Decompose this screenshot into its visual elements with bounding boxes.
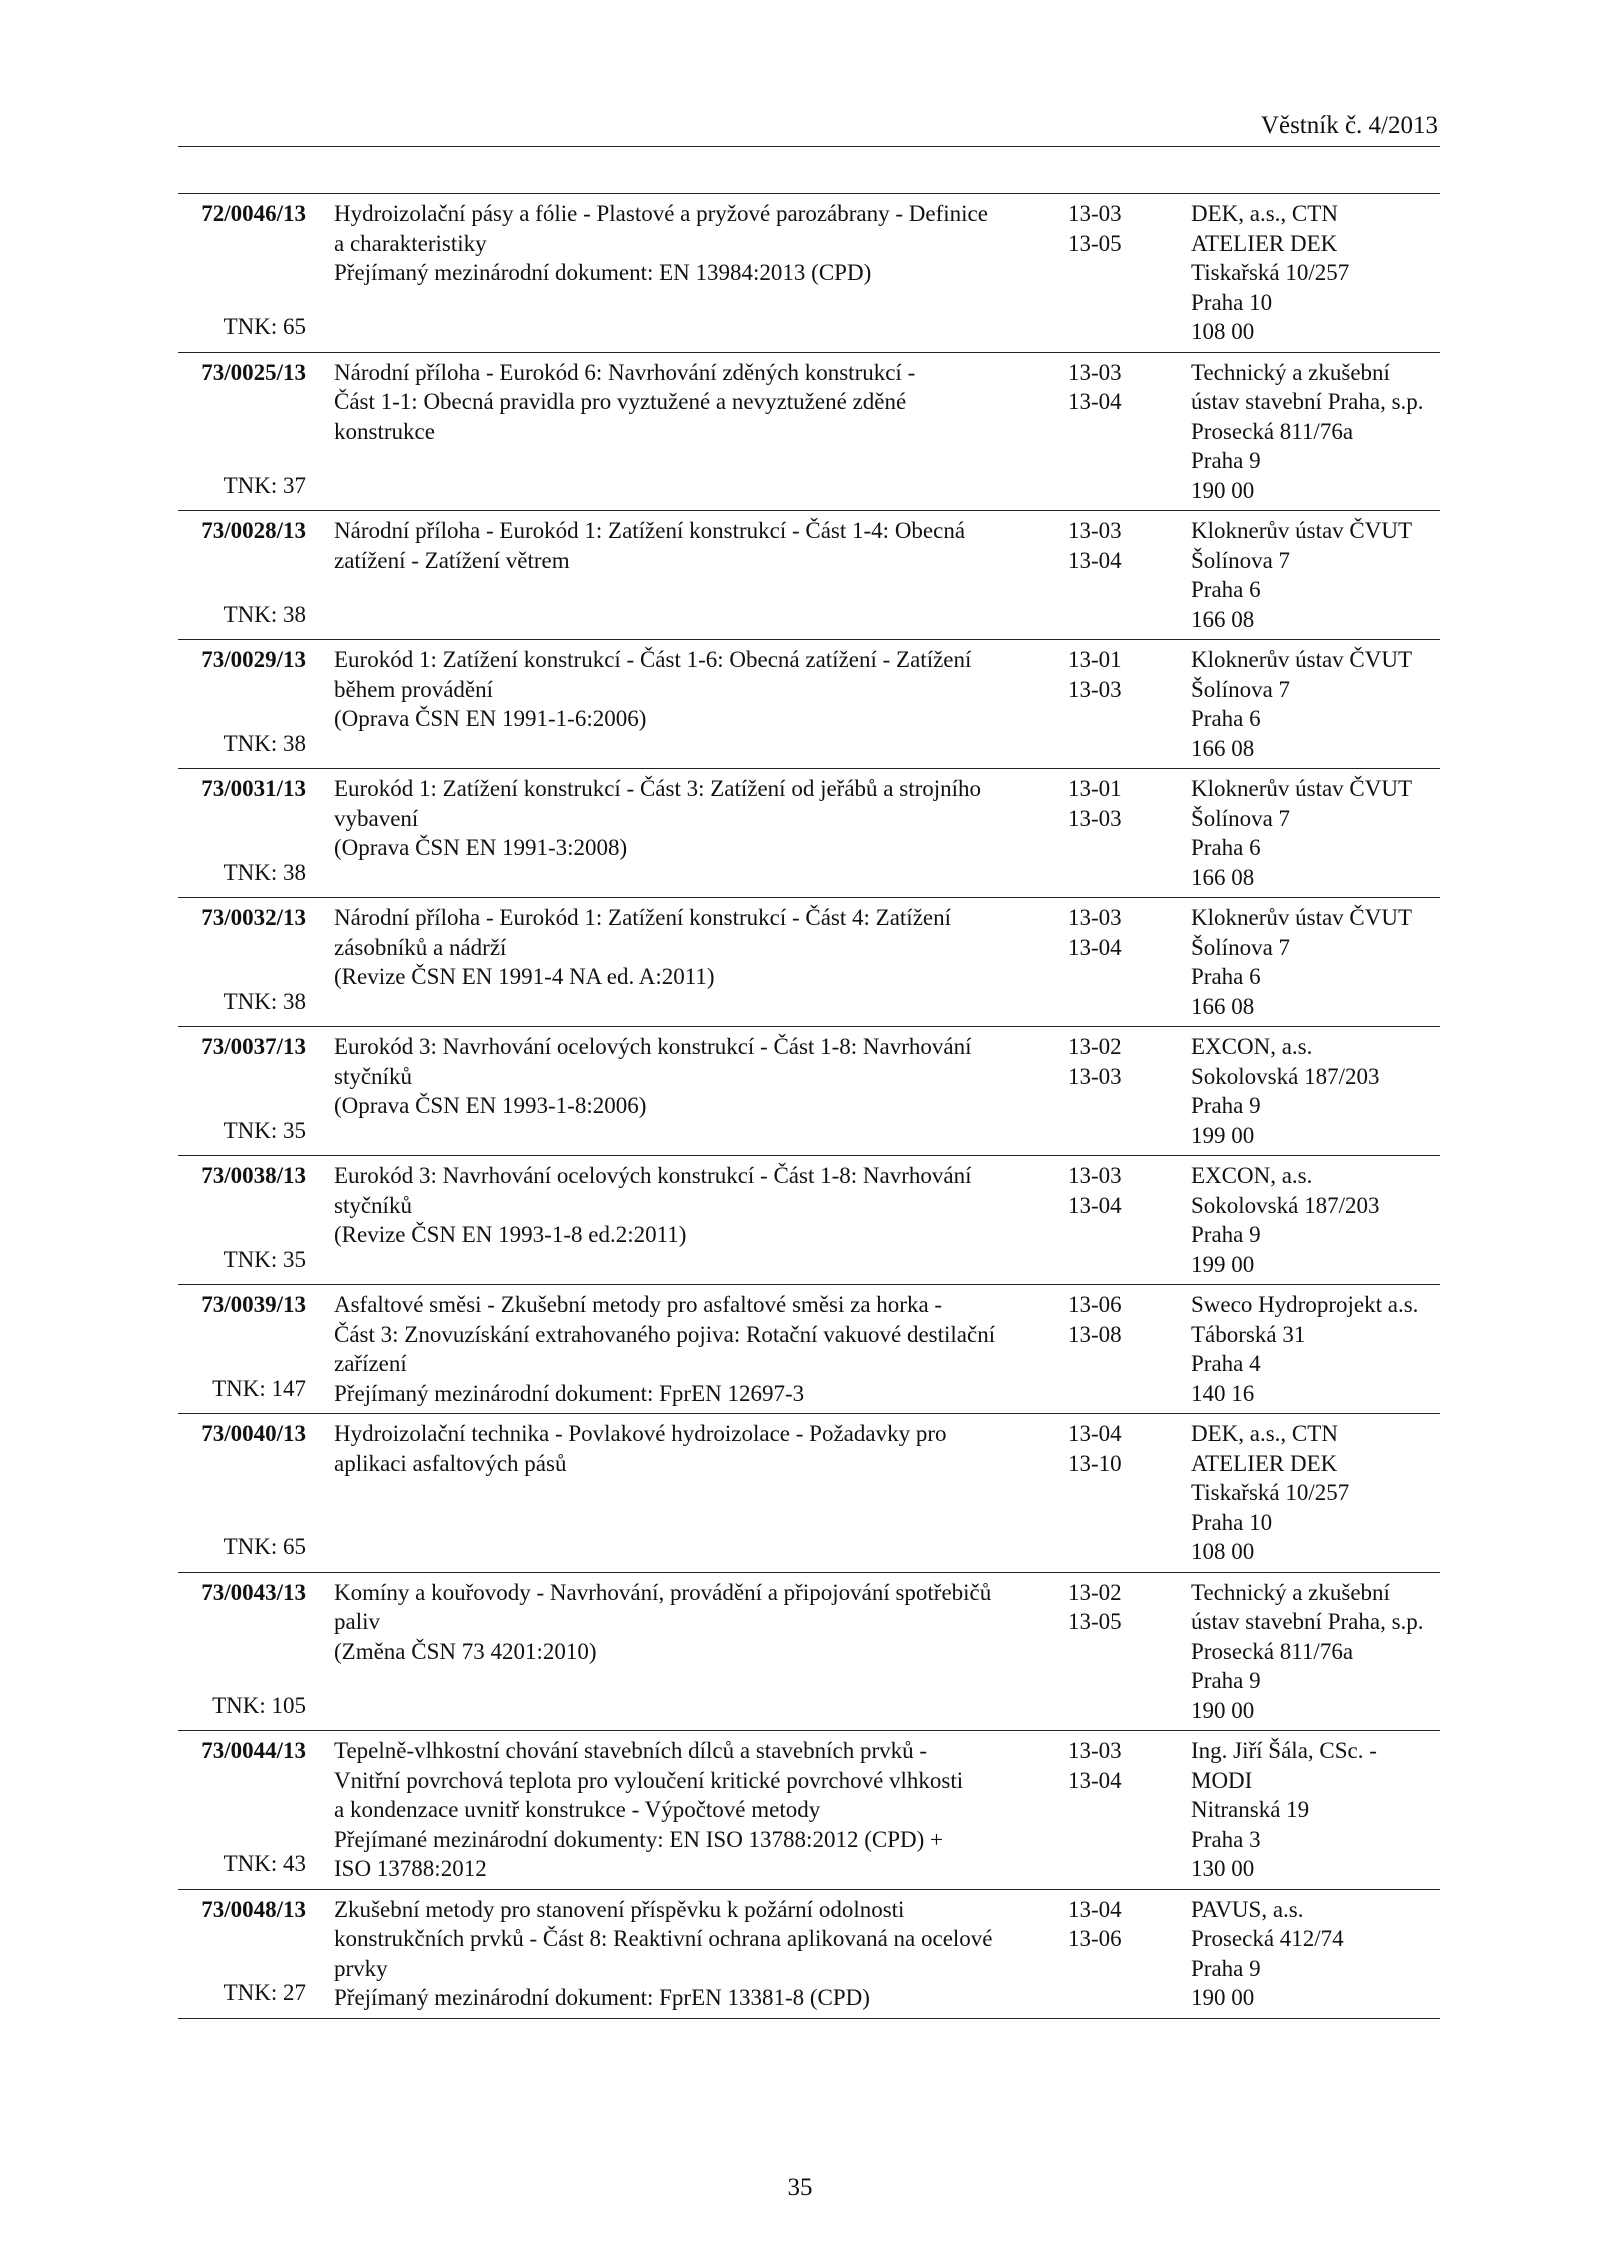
address-cell bbox=[1191, 358, 1441, 506]
table-row bbox=[178, 898, 1440, 1027]
address-line: Šolínova 7 bbox=[1191, 676, 1291, 702]
address-line: Kloknerův ústav ČVUT bbox=[1191, 518, 1413, 543]
address-line: 166 08 bbox=[1191, 993, 1255, 1019]
ics-code: 13-02 bbox=[1068, 1034, 1122, 1059]
address-line: 190 00 bbox=[1191, 1697, 1255, 1723]
address-line: Prosecká 811/76a bbox=[1191, 418, 1354, 444]
standard-number: 72/0046/13 bbox=[201, 201, 306, 226]
title-line: paliv bbox=[334, 1609, 380, 1634]
ics-code: 13-03 bbox=[1068, 905, 1122, 930]
title-line: prvky bbox=[334, 1955, 388, 1981]
address-line: Šolínova 7 bbox=[1191, 934, 1291, 960]
standard-number: 73/0039/13 bbox=[201, 1292, 306, 1317]
address-line: 130 00 bbox=[1191, 1856, 1255, 1881]
address-line: Technický a zkušební bbox=[1191, 1579, 1390, 1605]
standard-id-cell bbox=[178, 903, 306, 1021]
address-line: Prosecká 811/76a bbox=[1191, 1638, 1354, 1664]
address-line: DEK, a.s., CTN bbox=[1191, 201, 1338, 226]
title-line: ISO 13788:2012 bbox=[334, 1856, 487, 1881]
standard-id-cell bbox=[178, 774, 306, 892]
ics-code: 13-04 bbox=[1068, 1421, 1122, 1446]
table-row bbox=[178, 1890, 1440, 2019]
tnk-label: TNK: 105 bbox=[212, 1692, 306, 1718]
table-row bbox=[178, 640, 1440, 769]
address-line: Šolínova 7 bbox=[1191, 805, 1291, 831]
address-line: Praha 9 bbox=[1191, 1222, 1261, 1247]
address-line: Kloknerův ústav ČVUT bbox=[1191, 647, 1413, 672]
standard-number: 73/0032/13 bbox=[201, 905, 306, 930]
standard-number: 73/0031/13 bbox=[201, 776, 306, 801]
address-line: Praha 9 bbox=[1191, 1668, 1261, 1693]
address-cell bbox=[1191, 774, 1441, 892]
table-row bbox=[178, 353, 1440, 512]
page-header bbox=[178, 112, 1440, 147]
title-line: Část 1-1: Obecná pravidla pro vyztužené a nevyztužené zděné bbox=[334, 389, 907, 414]
ics-code: 13-04 bbox=[1068, 389, 1122, 414]
ics-code: 13-03 bbox=[1068, 1738, 1122, 1763]
ics-code: 13-03 bbox=[1068, 676, 1122, 702]
address-cell bbox=[1191, 1290, 1441, 1408]
title-line: (Revize ČSN EN 1991-4 NA ed. A:2011) bbox=[334, 964, 715, 989]
title-line: Eurokód 1: Zatížení konstrukcí - Část 1-6: Obecná zatížení - Zatížení bbox=[334, 647, 972, 672]
ics-cell bbox=[1068, 1578, 1158, 1637]
address-line: Praha 9 bbox=[1191, 448, 1261, 473]
ics-code: 13-10 bbox=[1068, 1450, 1122, 1476]
address-cell bbox=[1191, 199, 1441, 347]
table-row bbox=[178, 1156, 1440, 1285]
title-line: Komíny a kouřovody - Navrhování, provádění a připojování spotřebičů bbox=[334, 1579, 992, 1605]
address-line: Praha 9 bbox=[1191, 1093, 1261, 1118]
title-line: Eurokód 3: Navrhování ocelových konstrukcí - Část 1-8: Navrhování bbox=[334, 1034, 972, 1059]
ics-code: 13-03 bbox=[1068, 518, 1122, 543]
ics-code: 13-01 bbox=[1068, 776, 1122, 801]
address-cell bbox=[1191, 1895, 1441, 2013]
title-line: Přejímaný mezinárodní dokument: EN 13984:2013 (CPD) bbox=[334, 260, 872, 285]
page-number: 35 bbox=[787, 2174, 813, 2201]
address-line: MODI bbox=[1191, 1767, 1253, 1793]
address-line: 108 00 bbox=[1191, 1539, 1255, 1564]
ics-code: 13-04 bbox=[1068, 934, 1122, 960]
title-line: konstrukčních prvků - Část 8: Reaktivní ochrana aplikovaná na ocelové bbox=[334, 1926, 993, 1951]
title-line: (Změna ČSN 73 4201:2010) bbox=[334, 1638, 597, 1664]
address-line: 140 16 bbox=[1191, 1380, 1255, 1406]
address-line: Praha 9 bbox=[1191, 1955, 1261, 1981]
ics-cell bbox=[1068, 903, 1158, 962]
standard-number: 73/0040/13 bbox=[201, 1421, 306, 1446]
standard-id-cell bbox=[178, 199, 306, 347]
tnk-label: TNK: 38 bbox=[223, 730, 306, 756]
address-line: 199 00 bbox=[1191, 1122, 1255, 1148]
ics-code: 13-03 bbox=[1068, 201, 1122, 226]
title-line: Přejímaný mezinárodní dokument: FprEN 13381-8 (CPD) bbox=[334, 1985, 870, 2010]
standard-number: 73/0025/13 bbox=[201, 359, 306, 385]
address-line: Kloknerův ústav ČVUT bbox=[1191, 776, 1413, 801]
title-line: Hydroizolační technika - Povlakové hydroizolace - Požadavky pro bbox=[334, 1421, 947, 1446]
table-row bbox=[178, 1027, 1440, 1156]
table-row bbox=[178, 1573, 1440, 1732]
ics-cell bbox=[1068, 774, 1158, 833]
standard-id-cell bbox=[178, 1578, 306, 1726]
address-line: Sweco Hydroprojekt a.s. bbox=[1191, 1292, 1419, 1317]
address-line: Sokolovská 187/203 bbox=[1191, 1063, 1380, 1089]
tnk-label: TNK: 38 bbox=[223, 601, 306, 627]
title-line: Asfaltové směsi - Zkušební metody pro asfaltové směsi za horka - bbox=[334, 1292, 943, 1317]
address-line: Praha 6 bbox=[1191, 964, 1261, 989]
title-line: aplikaci asfaltových pásů bbox=[334, 1450, 567, 1476]
ics-code: 13-03 bbox=[1068, 805, 1122, 831]
address-line: ústav stavební Praha, s.p. bbox=[1191, 389, 1424, 414]
address-line: Táborská 31 bbox=[1191, 1321, 1306, 1347]
address-line: Ing. Jiří Šála, CSc. - bbox=[1191, 1738, 1377, 1763]
address-line: 108 00 bbox=[1191, 319, 1255, 344]
standard-id-cell bbox=[178, 1032, 306, 1150]
address-line: Šolínova 7 bbox=[1191, 547, 1291, 573]
title-line: Vnitřní povrchová teplota pro vyloučení kritické povrchové vlhkosti bbox=[334, 1767, 964, 1793]
title-line: (Oprava ČSN EN 1991-1-6:2006) bbox=[334, 706, 647, 731]
address-line: Praha 10 bbox=[1191, 289, 1273, 315]
standard-id-cell bbox=[178, 1419, 306, 1567]
standard-id-cell bbox=[178, 645, 306, 763]
address-line: Praha 6 bbox=[1191, 577, 1261, 602]
ics-cell bbox=[1068, 1032, 1158, 1091]
table-row bbox=[178, 511, 1440, 640]
title-line: během provádění bbox=[334, 676, 494, 702]
address-cell bbox=[1191, 1419, 1441, 1567]
title-line: Eurokód 1: Zatížení konstrukcí - Část 3: Zatížení od jeřábů a strojního bbox=[334, 776, 982, 801]
table-row bbox=[178, 1414, 1440, 1573]
title-line: Část 3: Znovuzískání extrahovaného pojiva: Rotační vakuové destilační bbox=[334, 1321, 996, 1347]
address-line: ATELIER DEK bbox=[1191, 1450, 1338, 1476]
address-line: 166 08 bbox=[1191, 735, 1255, 761]
bulletin-title: Věstník č. 4/2013 bbox=[1260, 112, 1438, 139]
address-line: Sokolovská 187/203 bbox=[1191, 1192, 1380, 1218]
address-line: ústav stavební Praha, s.p. bbox=[1191, 1609, 1424, 1634]
ics-cell bbox=[1068, 358, 1158, 417]
title-line: (Oprava ČSN EN 1993-1-8:2006) bbox=[334, 1093, 647, 1118]
ics-cell bbox=[1068, 1736, 1158, 1795]
title-line: (Revize ČSN EN 1993-1-8 ed.2:2011) bbox=[334, 1222, 687, 1247]
address-cell bbox=[1191, 1032, 1441, 1150]
standard-number: 73/0038/13 bbox=[201, 1163, 306, 1188]
ics-cell bbox=[1068, 645, 1158, 704]
ics-code: 13-05 bbox=[1068, 1609, 1122, 1634]
address-line: 166 08 bbox=[1191, 606, 1255, 632]
standard-number: 73/0029/13 bbox=[201, 647, 306, 672]
ics-code: 13-04 bbox=[1068, 547, 1122, 573]
ics-code: 13-01 bbox=[1068, 647, 1122, 672]
title-line: zařízení bbox=[334, 1351, 407, 1376]
title-line: a kondenzace uvnitř konstrukce - Výpočtové metody bbox=[334, 1797, 821, 1822]
tnk-label: TNK: 27 bbox=[223, 1980, 306, 2005]
table-row bbox=[178, 194, 1440, 353]
tnk-label: TNK: 35 bbox=[223, 1117, 306, 1143]
title-line: Národní příloha - Eurokód 1: Zatížení konstrukcí - Část 1-4: Obecná bbox=[334, 518, 966, 543]
title-line: konstrukce bbox=[334, 418, 435, 444]
tnk-label: TNK: 65 bbox=[223, 1534, 306, 1559]
standard-number: 73/0028/13 bbox=[201, 518, 306, 543]
standard-number: 73/0043/13 bbox=[201, 1579, 306, 1605]
ics-code: 13-03 bbox=[1068, 1163, 1122, 1188]
standards-table bbox=[178, 193, 1440, 2019]
ics-code: 13-03 bbox=[1068, 1063, 1122, 1089]
title-line: Národní příloha - Eurokód 1: Zatížení konstrukcí - Část 4: Zatížení bbox=[334, 905, 952, 930]
standard-number: 73/0048/13 bbox=[201, 1896, 306, 1922]
address-line: Praha 6 bbox=[1191, 706, 1261, 731]
address-line: Praha 10 bbox=[1191, 1509, 1273, 1535]
table-row bbox=[178, 1731, 1440, 1890]
ics-code: 13-04 bbox=[1068, 1896, 1122, 1922]
title-line: vybavení bbox=[334, 805, 419, 831]
address-cell bbox=[1191, 1736, 1441, 1884]
ics-cell bbox=[1068, 1290, 1158, 1349]
title-line: styčníků bbox=[334, 1192, 412, 1218]
title-line: zatížení - Zatížení větrem bbox=[334, 547, 570, 573]
address-cell bbox=[1191, 645, 1441, 763]
ics-code: 13-05 bbox=[1068, 230, 1122, 256]
address-line: Praha 3 bbox=[1191, 1826, 1261, 1852]
ics-code: 13-03 bbox=[1068, 359, 1122, 385]
ics-code: 13-06 bbox=[1068, 1926, 1122, 1951]
standard-id-cell bbox=[178, 1736, 306, 1884]
address-line: Technický a zkušební bbox=[1191, 359, 1390, 385]
standard-number: 73/0044/13 bbox=[201, 1738, 306, 1763]
address-line: DEK, a.s., CTN bbox=[1191, 1421, 1338, 1446]
table-row bbox=[178, 1285, 1440, 1414]
ics-code: 13-04 bbox=[1068, 1767, 1122, 1793]
address-line: 190 00 bbox=[1191, 1985, 1255, 2010]
ics-code: 13-02 bbox=[1068, 1579, 1122, 1605]
ics-cell bbox=[1068, 1419, 1158, 1478]
title-line: Národní příloha - Eurokód 6: Navrhování zděných konstrukcí - bbox=[334, 359, 916, 385]
standard-id-cell bbox=[178, 1895, 306, 2013]
address-cell bbox=[1191, 903, 1441, 1021]
tnk-label: TNK: 43 bbox=[223, 1851, 306, 1876]
tnk-label: TNK: 37 bbox=[223, 472, 306, 498]
address-line: Praha 4 bbox=[1191, 1351, 1261, 1376]
standard-id-cell bbox=[178, 358, 306, 506]
address-line: EXCON, a.s. bbox=[1191, 1163, 1313, 1188]
title-line: zásobníků a nádrží bbox=[334, 934, 507, 960]
address-line: Praha 6 bbox=[1191, 835, 1261, 860]
ics-code: 13-08 bbox=[1068, 1321, 1122, 1347]
address-cell bbox=[1191, 516, 1441, 634]
address-line: ATELIER DEK bbox=[1191, 230, 1338, 256]
ics-cell bbox=[1068, 516, 1158, 575]
address-line: EXCON, a.s. bbox=[1191, 1034, 1313, 1059]
address-line: Kloknerův ústav ČVUT bbox=[1191, 905, 1413, 930]
title-line: Tepelně-vlhkostní chování stavebních dílců a stavebních prvků - bbox=[334, 1738, 928, 1763]
ics-cell bbox=[1068, 1161, 1158, 1220]
address-cell bbox=[1191, 1161, 1441, 1279]
address-line: Prosecká 412/74 bbox=[1191, 1926, 1344, 1951]
address-line: PAVUS, a.s. bbox=[1191, 1896, 1304, 1922]
standard-id-cell bbox=[178, 1161, 306, 1279]
title-line: Hydroizolační pásy a fólie - Plastové a pryžové parozábrany - Definice bbox=[334, 201, 988, 226]
title-line: Přejímaný mezinárodní dokument: FprEN 12697-3 bbox=[334, 1380, 805, 1406]
table-row bbox=[178, 769, 1440, 898]
ics-cell bbox=[1068, 199, 1158, 258]
tnk-label: TNK: 147 bbox=[212, 1375, 306, 1401]
tnk-label: TNK: 38 bbox=[223, 859, 306, 885]
tnk-label: TNK: 65 bbox=[223, 314, 306, 339]
standard-id-cell bbox=[178, 516, 306, 634]
tnk-label: TNK: 38 bbox=[223, 988, 306, 1014]
address-line: Nitranská 19 bbox=[1191, 1797, 1310, 1822]
title-line: Eurokód 3: Navrhování ocelových konstrukcí - Část 1-8: Navrhování bbox=[334, 1163, 972, 1188]
address-line: 190 00 bbox=[1191, 477, 1255, 503]
standard-number: 73/0037/13 bbox=[201, 1034, 306, 1059]
ics-cell bbox=[1068, 1895, 1158, 1954]
title-line: Zkušební metody pro stanovení příspěvku k požární odolnosti bbox=[334, 1896, 905, 1922]
address-cell bbox=[1191, 1578, 1441, 1726]
address-line: Tiskařská 10/257 bbox=[1191, 260, 1350, 285]
ics-code: 13-06 bbox=[1068, 1292, 1122, 1317]
ics-code: 13-04 bbox=[1068, 1192, 1122, 1218]
standard-id-cell bbox=[178, 1290, 306, 1408]
tnk-label: TNK: 35 bbox=[223, 1246, 306, 1272]
title-line: a charakteristiky bbox=[334, 230, 487, 256]
address-line: 166 08 bbox=[1191, 864, 1255, 890]
title-line: styčníků bbox=[334, 1063, 412, 1089]
title-line: Přejímané mezinárodní dokumenty: EN ISO 13788:2012 (CPD) + bbox=[334, 1826, 943, 1852]
title-line: (Oprava ČSN EN 1991-3:2008) bbox=[334, 835, 628, 860]
address-line: 199 00 bbox=[1191, 1251, 1255, 1277]
address-line: Tiskařská 10/257 bbox=[1191, 1480, 1350, 1505]
